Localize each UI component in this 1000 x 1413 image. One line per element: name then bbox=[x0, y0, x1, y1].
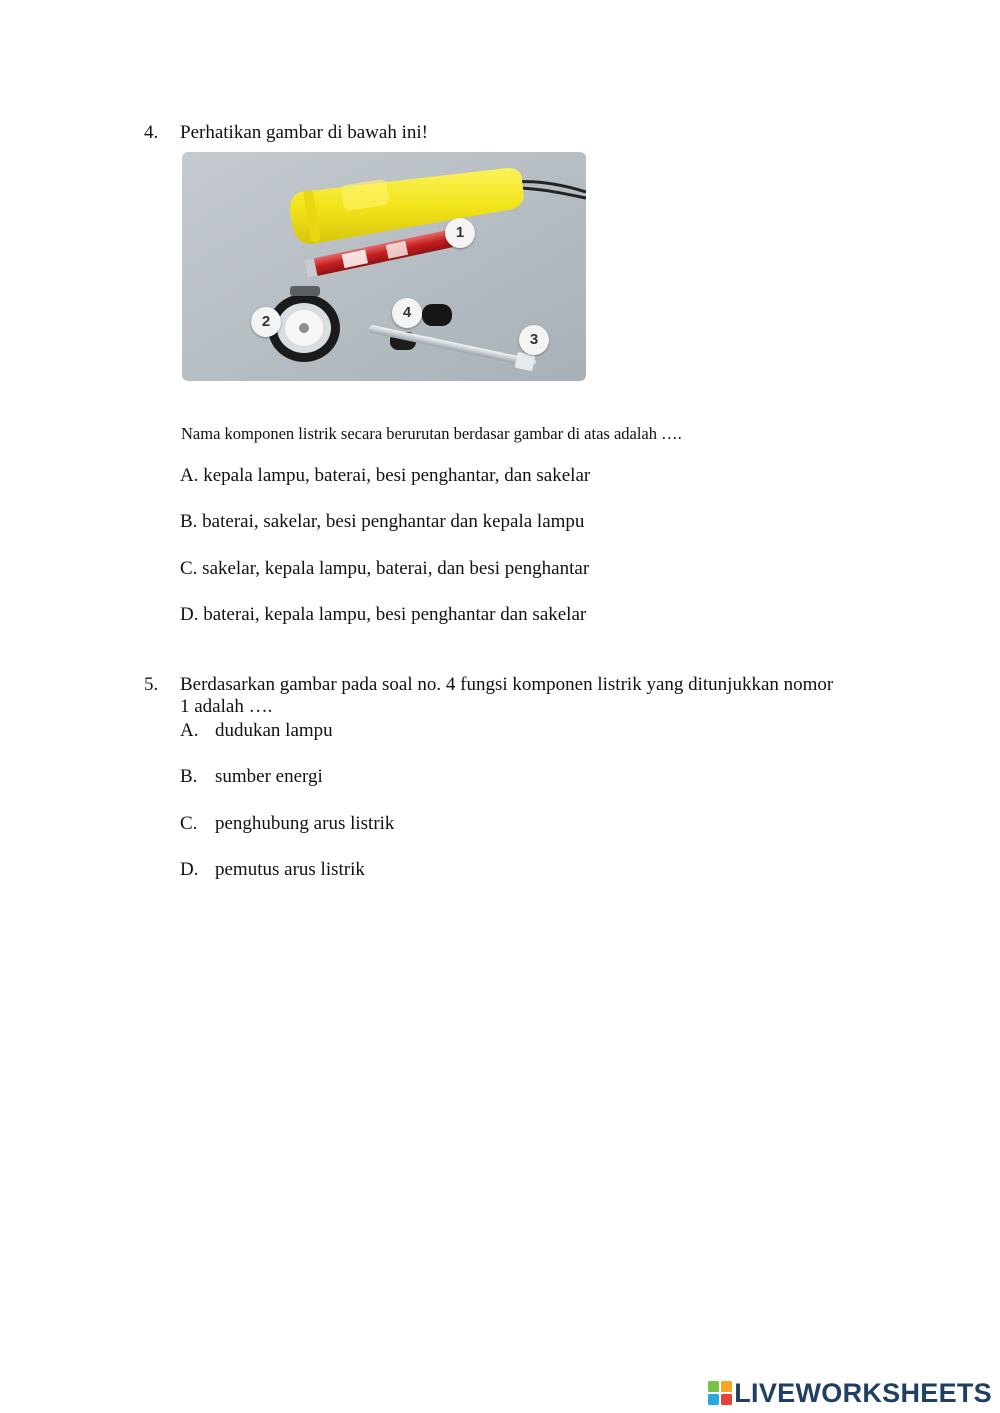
question-5-option-c[interactable] bbox=[180, 813, 395, 835]
question-4-prompt: Perhatikan gambar di bawah ini! bbox=[180, 122, 428, 143]
option-letter: C. bbox=[180, 813, 198, 834]
question-5-option-a[interactable] bbox=[180, 720, 333, 742]
option-text: sumber energi bbox=[215, 766, 323, 787]
option-text: dudukan lampu bbox=[215, 720, 333, 741]
option-letter: B. bbox=[180, 766, 198, 787]
question-5-prompt-line-1: Berdasarkan gambar pada soal no. 4 fungsi komponen listrik yang ditunjukkan nomor bbox=[180, 674, 834, 695]
question-5-option-d[interactable] bbox=[180, 859, 365, 881]
flashlight-components-photo bbox=[182, 152, 586, 381]
option-letter: D. bbox=[180, 859, 199, 880]
question-5-prompt-line-2: 1 adalah …. bbox=[180, 696, 273, 717]
marker-1: 1 bbox=[445, 218, 475, 248]
option-text: pemutus arus listrik bbox=[215, 859, 365, 880]
liveworksheets-brand[interactable] bbox=[708, 1377, 992, 1409]
question-5-option-b[interactable] bbox=[180, 766, 323, 788]
liveworksheets-logo-icon bbox=[708, 1381, 732, 1405]
question-4-option-c[interactable]: C. sakelar, kepala lampu, baterai, dan besi penghantar bbox=[180, 558, 590, 579]
option-letter: A. bbox=[180, 720, 199, 741]
option-text: penghubung arus listrik bbox=[215, 813, 395, 834]
marker-4: 4 bbox=[392, 298, 422, 328]
question-4-option-b[interactable]: B. baterai, sakelar, besi penghantar dan kepala lampu bbox=[180, 511, 585, 532]
question-4-number: 4. bbox=[144, 122, 159, 143]
marker-2: 2 bbox=[251, 307, 281, 337]
brand-name: LIVEWORKSHEETS bbox=[734, 1377, 992, 1408]
question-4-option-a[interactable]: A. kepala lampu, baterai, besi penghantar, dan sakelar bbox=[180, 465, 591, 486]
question-5-number: 5. bbox=[144, 674, 159, 695]
marker-3: 3 bbox=[519, 325, 549, 355]
question-4-option-d[interactable]: D. baterai, kepala lampu, besi penghantar dan sakelar bbox=[180, 604, 587, 625]
question-4-stem: Nama komponen listrik secara berurutan berdasar gambar di atas adalah …. bbox=[181, 424, 682, 443]
